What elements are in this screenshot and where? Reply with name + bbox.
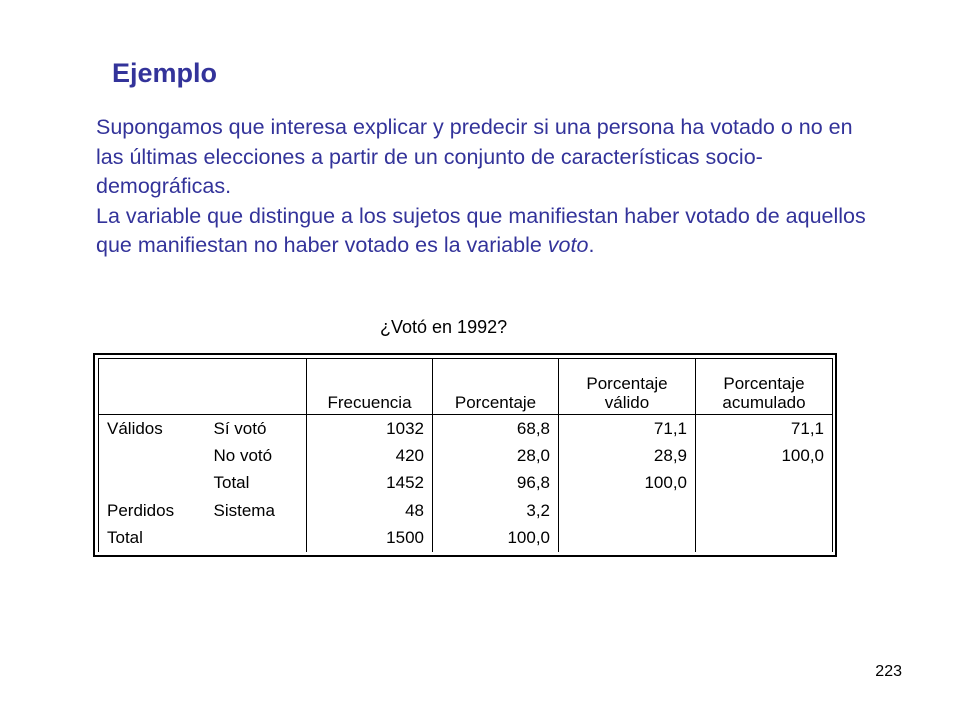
cell-porcentaje: 3,2 <box>433 497 559 524</box>
table-header-row <box>99 359 833 415</box>
header-frecuencia: Frecuencia <box>307 359 433 415</box>
cell-porcentaje-acumulado: 71,1 <box>696 414 833 442</box>
cell-porcentaje: 28,0 <box>433 442 559 469</box>
row-label: Sí votó <box>206 414 307 442</box>
cell-porcentaje-acumulado <box>696 497 833 524</box>
header-empty-label <box>206 359 307 415</box>
slide-body <box>96 113 866 261</box>
cell-porcentaje-valido: 71,1 <box>559 414 696 442</box>
paragraph-intro: Supongamos que interesa explicar y predecir si una persona ha votado o no en las últimas elecciones a partir de un conjunto de características socio-demográficas. <box>96 115 853 198</box>
table-row <box>99 442 833 469</box>
cell-porcentaje-acumulado <box>696 470 833 497</box>
row-group: Válidos <box>99 414 206 442</box>
header-empty-group <box>99 359 206 415</box>
cell-porcentaje-acumulado <box>696 525 833 552</box>
variable-name: voto <box>547 233 589 257</box>
cell-porcentaje-valido <box>559 497 696 524</box>
slide-title: Ejemplo <box>112 58 218 88</box>
cell-porcentaje: 96,8 <box>433 470 559 497</box>
cell-frecuencia: 1452 <box>307 470 433 497</box>
row-group <box>99 442 206 469</box>
header-porcentaje-valido-line2: válido <box>604 392 650 412</box>
cell-porcentaje-valido: 100,0 <box>559 470 696 497</box>
row-label <box>206 525 307 552</box>
table-row <box>99 470 833 497</box>
row-group <box>99 470 206 497</box>
frequency-table <box>98 358 833 552</box>
table-row <box>99 414 833 442</box>
header-porcentaje-valido <box>559 359 696 415</box>
paragraph-variable-text: La variable que distingue a los sujetos que manifiestan haber votado de aquellos que manifiestan no haber votado es la variable <box>96 203 866 257</box>
header-porcentaje-acumulado-line1: Porcentaje <box>723 373 805 393</box>
cell-porcentaje-valido <box>559 525 696 552</box>
cell-porcentaje: 68,8 <box>433 414 559 442</box>
cell-frecuencia: 48 <box>307 497 433 524</box>
row-label: Sistema <box>206 497 307 524</box>
header-porcentaje-valido-line1: Porcentaje <box>586 373 668 393</box>
page-number: 223 <box>875 663 902 680</box>
table-row <box>99 497 833 524</box>
table-caption: ¿Votó en 1992? <box>380 317 508 337</box>
row-label: Total <box>206 470 307 497</box>
cell-porcentaje-valido: 28,9 <box>559 442 696 469</box>
cell-frecuencia: 420 <box>307 442 433 469</box>
cell-porcentaje: 100,0 <box>433 525 559 552</box>
header-porcentaje-acumulado-line2: acumulado <box>722 392 806 412</box>
cell-frecuencia: 1032 <box>307 414 433 442</box>
cell-frecuencia: 1500 <box>307 525 433 552</box>
row-group: Perdidos <box>99 497 206 524</box>
table-row <box>99 525 833 552</box>
row-label: No votó <box>206 442 307 469</box>
header-porcentaje: Porcentaje <box>433 359 559 415</box>
header-porcentaje-acumulado <box>696 359 833 415</box>
frequency-table-frame <box>93 353 837 557</box>
paragraph-variable <box>96 202 866 261</box>
paragraph-variable-end: . <box>588 233 595 257</box>
row-group: Total <box>99 525 206 552</box>
cell-porcentaje-acumulado: 100,0 <box>696 442 833 469</box>
